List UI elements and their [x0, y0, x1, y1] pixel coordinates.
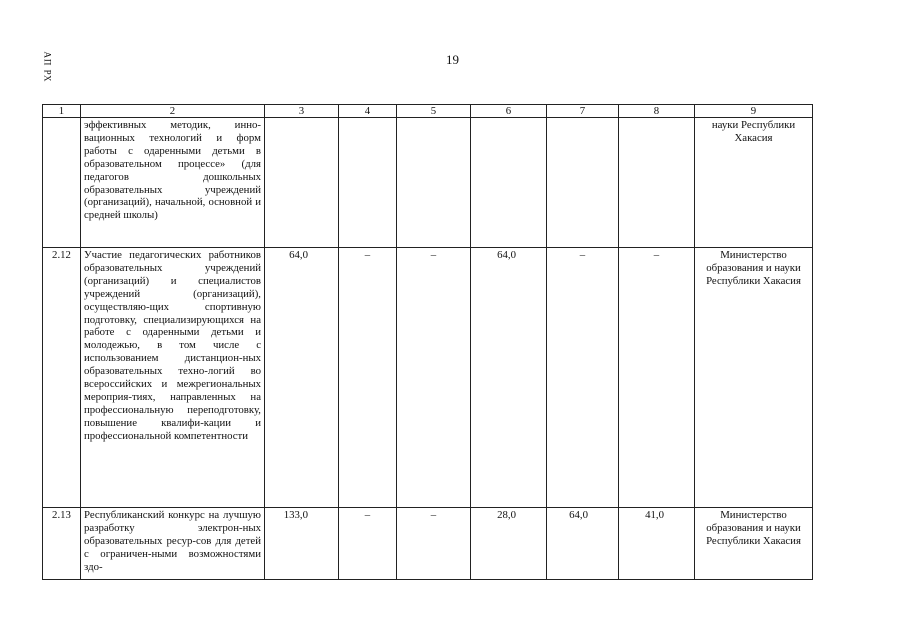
row-value-col5 — [397, 118, 471, 248]
column-header: 6 — [471, 105, 547, 118]
row-number: 2.12 — [43, 248, 81, 508]
table-row — [43, 508, 813, 580]
column-header: 8 — [619, 105, 695, 118]
column-header: 7 — [547, 105, 619, 118]
row-description: Республиканский конкурс на лучшую разработку электрон-ных образовательных ресур-сов для детей с ограничен-ными возможностями здо- — [81, 508, 265, 580]
row-value-col7 — [547, 118, 619, 248]
row-value-col8: 41,0 — [619, 508, 695, 580]
row-description: эффективных методик, инно-вационных технологий и форм работы с одаренными детьми в образовательном процессе» (для педагогов дошкольных образовательных учреждений (организаций), начальной, основной и средней школы) — [81, 118, 265, 248]
table-header-row — [43, 105, 813, 118]
row-value-col6 — [471, 118, 547, 248]
row-value-col4 — [339, 118, 397, 248]
row-value-col8: – — [619, 248, 695, 508]
row-value-col3: 64,0 — [265, 248, 339, 508]
program-table — [42, 104, 813, 580]
row-value-col8 — [619, 118, 695, 248]
column-header: 2 — [81, 105, 265, 118]
row-description: Участие педагогических работников образовательных учреждений (организаций) и специалистов учреждений (организаций), осуществляю-щих спортивную подготовку, специализирующихся на работе с одаренными детьми и молодежью, в том числе с использованием дистанцион-ных образовательных техно-логий во всероссийских и межрегиональных мероприя-тиях, направленных на профессиональную переподготовку, повышение квалифи-кации и профессиональной компетентности — [81, 248, 265, 508]
row-value-col4: – — [339, 508, 397, 580]
row-value-col7: 64,0 — [547, 508, 619, 580]
row-value-col7: – — [547, 248, 619, 508]
row-responsible: науки Республики Хакасия — [695, 118, 813, 248]
table-row — [43, 248, 813, 508]
row-value-col4: – — [339, 248, 397, 508]
table-row — [43, 118, 813, 248]
column-header: 9 — [695, 105, 813, 118]
column-header: 1 — [43, 105, 81, 118]
row-number: 2.13 — [43, 508, 81, 580]
row-value-col5: – — [397, 508, 471, 580]
row-value-col3: 133,0 — [265, 508, 339, 580]
row-value-col6: 64,0 — [471, 248, 547, 508]
row-number — [43, 118, 81, 248]
column-header: 5 — [397, 105, 471, 118]
row-responsible: Министерство образования и науки Республики Хакасия — [695, 248, 813, 508]
side-stamp-text: АП РХ — [42, 51, 53, 83]
row-value-col3 — [265, 118, 339, 248]
row-value-col6: 28,0 — [471, 508, 547, 580]
column-header: 4 — [339, 105, 397, 118]
row-responsible: Министерство образования и науки Республики Хакасия — [695, 508, 813, 580]
column-header: 3 — [265, 105, 339, 118]
page-number: 19 — [446, 52, 459, 67]
row-value-col5: – — [397, 248, 471, 508]
